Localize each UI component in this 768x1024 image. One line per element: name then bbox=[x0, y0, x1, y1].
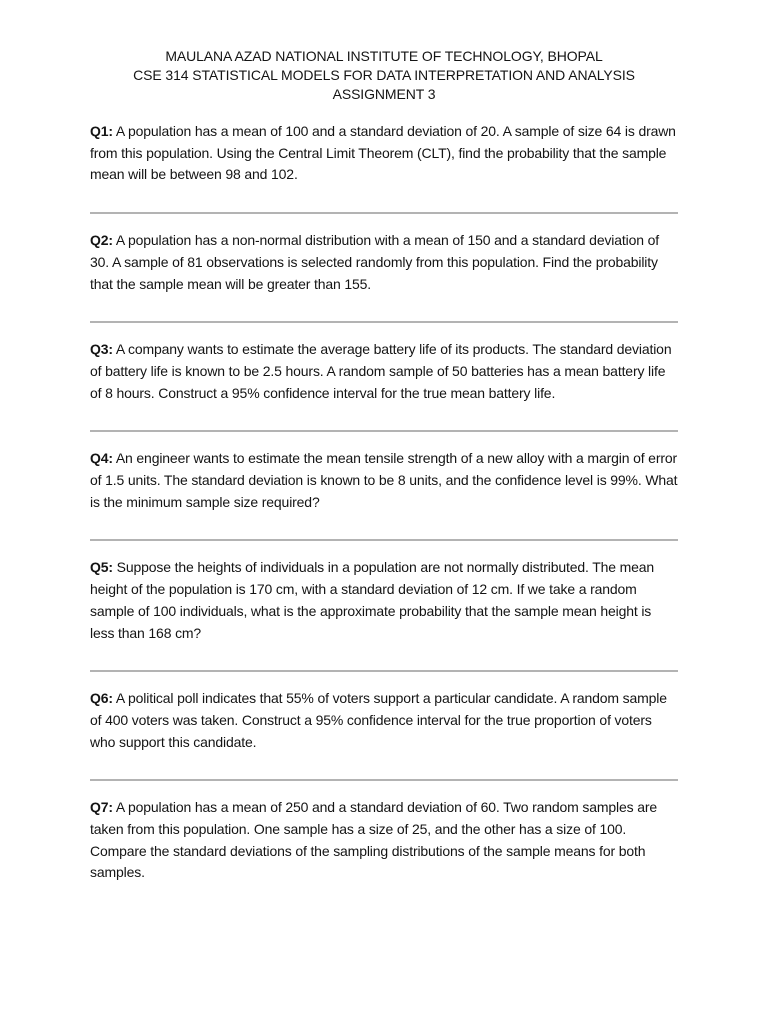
question-text: A population has a mean of 250 and a standard deviation of 60. Two random samples are taken from this population. One sample has a size of 25, and the other has a size of 100. Compare the standard deviations of the sampling distributions of the sample means for both samples. bbox=[90, 799, 657, 881]
question-number: Q6: bbox=[90, 690, 113, 707]
question-3 bbox=[90, 339, 678, 404]
question-4 bbox=[90, 448, 678, 513]
question-text: A company wants to estimate the average battery life of its products. The standard deviation of battery life is known to be 2.5 hours. A random sample of 50 batteries has a mean battery life of 8 hours. Construct a 95% confidence interval for the true mean battery life. bbox=[90, 341, 672, 401]
question-number: Q5: bbox=[90, 559, 113, 576]
question-text: Suppose the heights of individuals in a population are not normally distributed. The mean height of the population is 170 cm, with a standard deviation of 12 cm. If we take a random sample of 100 individuals, what is the approximate probability that the sample mean height is less than 168 cm? bbox=[90, 559, 655, 641]
document-header bbox=[90, 47, 678, 104]
question-1 bbox=[90, 121, 678, 186]
question-number: Q4: bbox=[90, 450, 113, 467]
question-text: An engineer wants to estimate the mean tensile strength of a new alloy with a margin of error of 1.5 units. The standard deviation is known to be 8 units, and the confidence level is 99%. What is the minimum sample size required? bbox=[90, 450, 678, 510]
question-text: A political poll indicates that 55% of voters support a particular candidate. A random sample of 400 voters was taken. Construct a 95% confidence interval for the true proportion of voters who support this candidate. bbox=[90, 690, 667, 750]
course-title: CSE 314 STATISTICAL MODELS FOR DATA INTERPRETATION AND ANALYSIS bbox=[133, 67, 635, 83]
question-number: Q7: bbox=[90, 799, 113, 816]
question-2 bbox=[90, 230, 678, 295]
question-7 bbox=[90, 797, 678, 884]
question-5 bbox=[90, 557, 678, 644]
question-text: A population has a mean of 100 and a standard deviation of 20. A sample of size 64 is drawn from this population. Using the Central Limit Theorem (CLT), find the probability that the sample mean will be between 98 and 102. bbox=[90, 123, 676, 183]
question-list bbox=[90, 121, 678, 884]
question-number: Q3: bbox=[90, 341, 113, 358]
institute-name: MAULANA AZAD NATIONAL INSTITUTE OF TECHNOLOGY, BHOPAL bbox=[165, 48, 603, 64]
assignment-title: ASSIGNMENT 3 bbox=[332, 86, 436, 102]
question-number: Q2: bbox=[90, 232, 113, 249]
question-6 bbox=[90, 688, 678, 753]
question-text: A population has a non-normal distribution with a mean of 150 and a standard deviation of 30. A sample of 81 observations is selected randomly from this population. Find the probability that the sample mean will be greater than 155. bbox=[90, 232, 659, 292]
question-number: Q1: bbox=[90, 123, 113, 139]
